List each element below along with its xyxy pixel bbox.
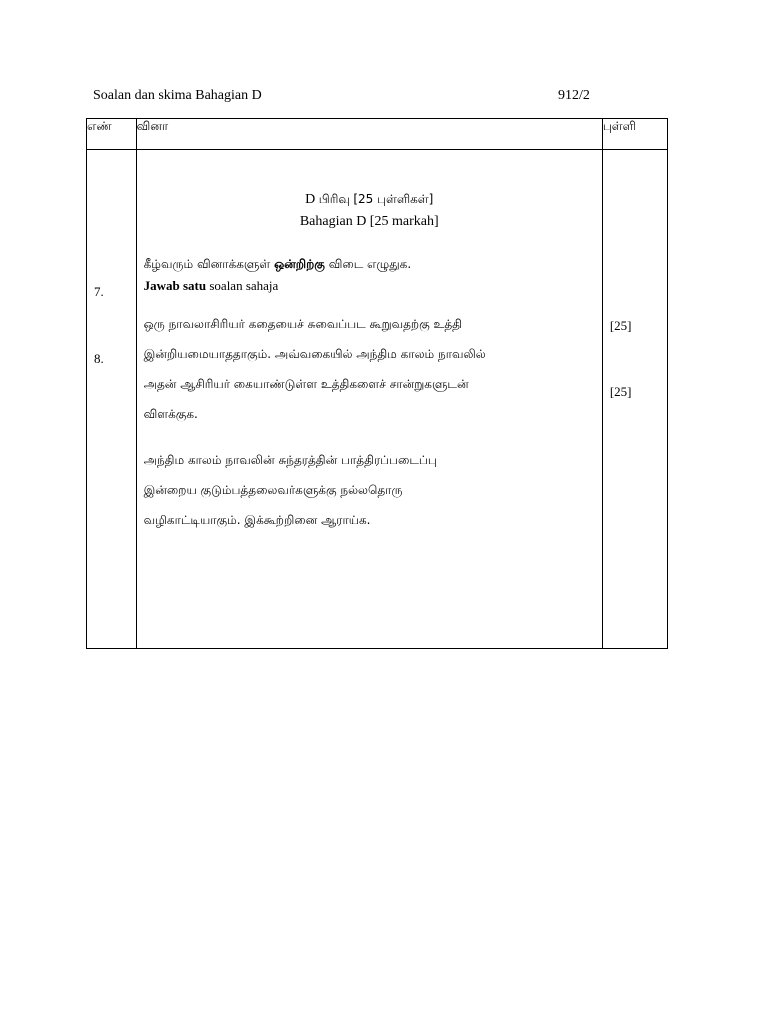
question-8-line: அந்திம காலம் நாவலின் சுந்தரத்தின் பாத்திரப்படைப்பு [143, 453, 437, 467]
question-number-8: 8. [94, 351, 104, 366]
question-cell [136, 150, 602, 649]
number-cell [87, 150, 137, 649]
instruction-tamil-bold: ஒன்றிற்கு [274, 257, 325, 271]
question-7-points: [25] [609, 318, 632, 333]
question-7-line: ஒரு நாவலாசிரியர் கதையைச் சுவைப்பட கூறுவதற்கு உத்தி [143, 317, 463, 331]
section-title-tamil: பிரிவு [318, 192, 350, 206]
instruction-malay-bold: satu [182, 278, 207, 293]
question-7-text [144, 309, 574, 429]
header-points: புள்ளி [602, 119, 667, 150]
instruction [144, 253, 412, 297]
question-7-line: விளக்குக. [143, 407, 198, 421]
question-7-line: இன்றியமையாததாகும். அவ்வகையில் அந்திம காலம் நாவலில் [143, 347, 486, 361]
question-8-points: [25] [609, 384, 632, 399]
points-cell [602, 150, 667, 649]
instruction-malay-part1: Jawab [143, 278, 180, 293]
instruction-malay-part2: soalan sahaja [209, 278, 279, 293]
instruction-tamil-part1: கீழ்வரும் வினாக்களுள் [143, 257, 271, 271]
table-header-row [87, 119, 668, 150]
question-8-line: இன்றைய குடும்பத்தலைவர்களுக்கு நல்லதொரு [143, 483, 403, 497]
section-title-letter: D [305, 192, 316, 207]
instruction-malay [144, 275, 412, 297]
table-body-row [87, 150, 668, 649]
question-8-text [144, 445, 574, 535]
instruction-tamil-part2: விடை எழுதுக. [328, 257, 412, 271]
question-table [86, 118, 668, 649]
question-7-line: அதன் ஆசிரியர் கையாண்டுள்ள உத்திகளைச் சான்றுகளுடன் [143, 377, 469, 391]
section-title-marks: [25 புள்ளிகள்] [353, 192, 434, 206]
header-number: எண் [87, 119, 137, 150]
page-header [93, 87, 608, 105]
document-title: Soalan dan skima Bahagian D [93, 88, 262, 103]
section-title-malay: Bahagian D [25 markah] [299, 214, 439, 229]
paper-code: 912/2 [558, 88, 590, 103]
instruction-tamil [144, 253, 412, 275]
question-number-7: 7. [94, 284, 104, 299]
section-title [137, 188, 602, 233]
question-8-line: வழிகாட்டியாகும். இக்கூற்றினை ஆராய்க. [143, 513, 371, 527]
header-question: வினா [136, 119, 602, 150]
